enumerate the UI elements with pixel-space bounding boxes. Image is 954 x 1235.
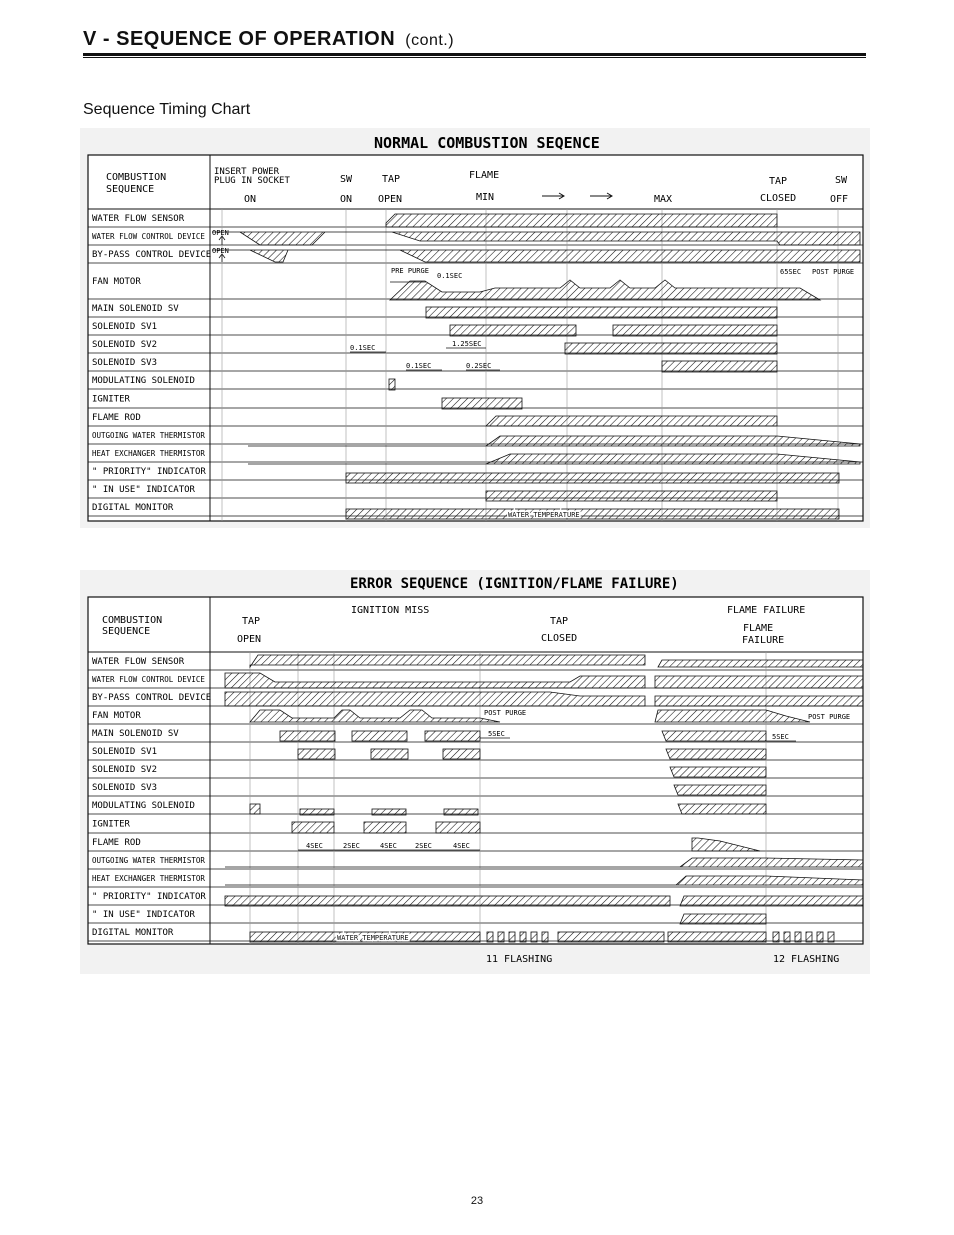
row-label: BY-PASS CONTROL DEVICE [92,693,212,703]
annot-65sec: 65SEC [780,268,802,276]
label-11-flashing: 11 FLASHING [486,954,553,965]
event-tap-closed: CLOSED [760,193,797,204]
event-plug-in-socket: PLUG IN SOCKET [214,176,290,186]
annot-post-purge: POST PURGE [812,268,855,276]
annot-0-1sec-a: 0.1SEC [437,272,463,280]
event-flame: FLAME [743,623,774,634]
row-label: WATER FLOW SENSOR [92,657,185,667]
section-suffix: (cont.) [405,32,455,49]
annot-post-purge-1: POST PURGE [484,709,527,717]
error-sequence-chart [80,570,870,974]
event-tap: TAP [382,174,401,185]
annot-water-temperature: WATER TEMPERATURE [337,934,409,942]
signal-solenoid-sv1-b [371,749,408,759]
signal-digital-monitor-b [558,932,664,942]
normal-chart-svg [80,128,870,528]
annot-open-1: OPEN [212,229,229,237]
annot-4sec-c: 4SEC [453,842,470,850]
signal-solenoid-sv3 [662,361,777,372]
signal-modulating-b [300,809,334,815]
signal-water-flow-sensor-a [250,655,645,667]
row-label: SOLENOID SV3 [92,358,158,368]
signal-solenoid-sv1-b [613,325,777,336]
normal-sequence-chart [80,128,870,528]
annot-post-purge-2: POST PURGE [808,713,851,721]
row-label: SOLENOID SV1 [92,322,158,332]
row-label: IGNITER [92,819,130,830]
signal-main-solenoid-b [352,731,407,741]
signal-digital-monitor [346,509,839,519]
signal-flame-rod [486,416,777,426]
header-rule [83,53,866,56]
row-label: " IN USE" INDICATOR [92,910,195,920]
header-label-line1: COMBUSTION [102,615,163,626]
signal-solenoid-sv1-a [450,325,576,336]
header-label-line2: SEQUENCE [106,184,155,195]
signal-solenoid-sv2 [565,343,777,354]
header-rule-thin [83,57,866,58]
signal-main-solenoid-d [662,731,766,741]
signal-solenoid-sv2 [670,767,766,777]
signal-water-flow-sensor [386,214,777,227]
event-failure: FAILURE [742,635,785,646]
signal-igniter-c [436,822,480,833]
signal-modulating-c [372,809,406,815]
signal-water-flow-sensor-b [658,660,863,667]
row-label: " IN USE" INDICATOR [92,485,195,495]
signal-igniter-b [364,822,406,833]
annot-2sec-b: 2SEC [415,842,432,850]
signal-priority-indicator-a [225,896,670,906]
signal-modulating-e [678,804,766,814]
annot-4sec-b: 4SEC [380,842,397,850]
signal-modulating-solenoid [389,379,395,390]
annot-5sec-b: 5SEC [772,733,789,741]
row-label: MODULATING SOLENOID [92,801,195,811]
event-insert-power: INSERT POWER [214,167,280,177]
row-label: DIGITAL MONITOR [92,928,174,938]
signal-water-flow-control-b [655,676,863,688]
event-tap: TAP [242,616,261,627]
error-chart-svg [80,570,870,974]
annot-open-2: OPEN [212,247,229,255]
event-tap-closed: CLOSED [541,633,578,644]
row-label: SOLENOID SV1 [92,747,158,757]
row-label: " PRIORITY" INDICATOR [92,467,206,477]
event-max: MAX [654,194,673,205]
section-name: V - SEQUENCE OF OPERATION [83,28,396,50]
event-sw-on: ON [340,194,353,205]
annot-0-2sec: 0.2SEC [466,362,492,370]
signal-modulating-a [250,804,260,814]
event-flame: FLAME [469,170,500,181]
row-label: HEAT EXCHANGER THERMISTOR [92,874,205,883]
event-tap-open: OPEN [237,634,262,645]
signal-solenoid-sv1-a [298,749,335,759]
signal-main-solenoid-a [280,731,335,741]
page-number: 23 [470,1195,484,1207]
row-label: DIGITAL MONITOR [92,503,174,513]
row-label: HEAT EXCHANGER THERMISTOR [92,449,205,458]
annot-0-1sec-b: 0.1SEC [350,344,376,352]
event-sw-off: OFF [830,194,849,205]
annot-1-25sec: 1.25SEC [452,340,482,348]
annot-pre-purge: PRE PURGE [391,267,429,275]
row-label: BY-PASS CONTROL DEVICE [92,250,212,260]
signal-igniter [442,398,522,409]
row-label: OUTGOING WATER THERMISTOR [92,856,205,865]
signal-priority-indicator [346,473,839,483]
normal-chart-title: NORMAL COMBUSTION SEQENCE [374,134,600,152]
error-chart-title: ERROR SEQUENCE (IGNITION/FLAME FAILURE) [350,576,679,592]
page-subtitle: Sequence Timing Chart [83,101,251,118]
row-label: " PRIORITY" INDICATOR [92,892,206,902]
section-title [83,28,454,51]
row-label: FAN MOTOR [92,711,141,721]
row-label: FAN MOTOR [92,277,141,287]
signal-digital-monitor-c [668,932,766,942]
signal-in-use-indicator [486,491,777,501]
signal-solenoid-sv1-d [666,749,766,759]
event-sw: SW [340,174,353,185]
row-label: MAIN SOLENOID SV [92,729,179,739]
header-label-line2: SEQUENCE [102,626,151,637]
signal-igniter-a [292,822,334,833]
row-label: MODULATING SOLENOID [92,376,195,386]
row-label: WATER FLOW CONTROL DEVICE [92,232,205,241]
event-ignition-miss: IGNITION MISS [351,605,430,616]
event-min: MIN [476,192,495,203]
event-sw2: SW [835,175,848,186]
signal-main-solenoid-c [425,731,480,741]
section-header [83,28,866,60]
event-tap-open: OPEN [378,194,403,205]
signal-main-solenoid [426,307,777,318]
row-label: FLAME ROD [92,838,141,848]
label-12-flashing: 12 FLASHING [773,954,840,965]
event-flame-failure: FLAME FAILURE [727,605,806,616]
event-tap2: TAP [550,616,569,627]
annot-0-1sec-c: 0.1SEC [406,362,432,370]
row-label: SOLENOID SV2 [92,340,158,350]
row-label: OUTGOING WATER THERMISTOR [92,431,205,440]
signal-priority-indicator-b [680,896,863,906]
row-label: SOLENOID SV3 [92,783,158,793]
event-tap2: TAP [769,176,788,187]
row-label: WATER FLOW CONTROL DEVICE [92,675,205,684]
signal-bypass-control-b [655,696,863,706]
signal-solenoid-sv1-c [443,749,480,759]
row-label: IGNITER [92,394,130,405]
signal-solenoid-sv3 [674,785,766,795]
row-label: FLAME ROD [92,413,141,423]
annot-2sec-a: 2SEC [343,842,360,850]
header-label-line1: COMBUSTION [106,172,167,183]
signal-modulating-d [444,809,478,815]
signal-in-use-indicator [680,914,766,924]
annot-4sec-a: 4SEC [306,842,323,850]
annot-5sec-a: 5SEC [488,730,505,738]
row-label: WATER FLOW SENSOR [92,214,185,224]
row-label: MAIN SOLENOID SV [92,304,179,314]
row-label: SOLENOID SV2 [92,765,158,775]
event-on: ON [244,194,257,205]
annot-water-temperature: WATER TEMPERATURE [508,511,580,519]
